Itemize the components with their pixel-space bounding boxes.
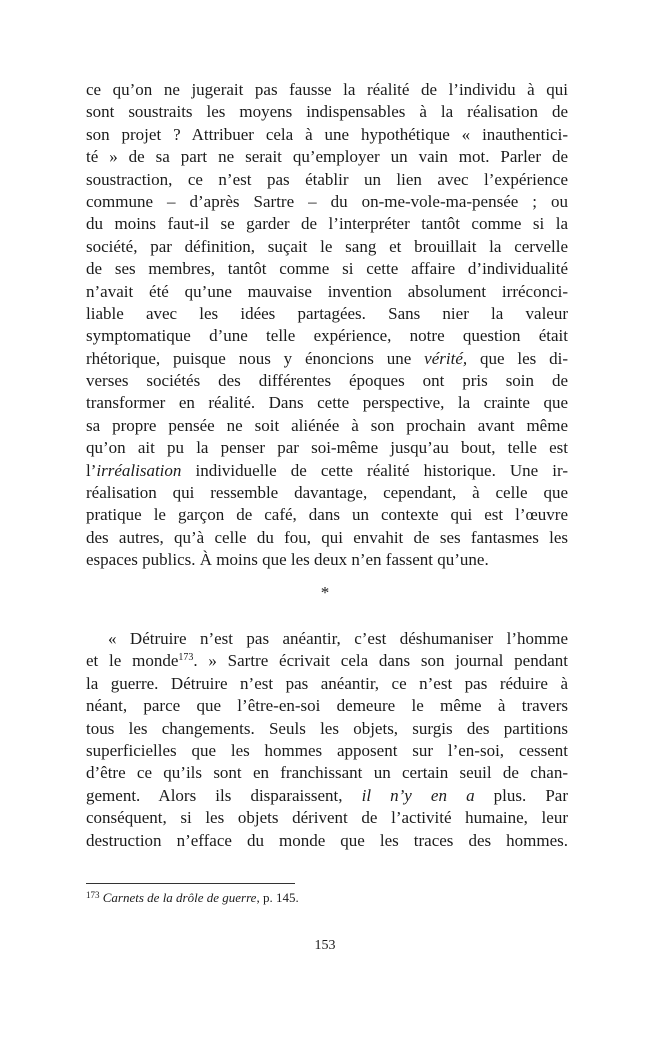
text-line: ce qu’on ne jugerait pas fausse la réalité de l’individu à qui <box>86 80 568 99</box>
text-line: té » de sa part ne serait qu’employer un vain mot. Parler de <box>86 147 568 167</box>
text-line: espaces publics. À moins que les deux n’en fassent qu’une. <box>86 550 489 570</box>
text-line: tous les changements. Seuls les objets, surgis des partitions <box>86 718 568 738</box>
text-line: « Détruire n’est pas anéantir, c’est déshumaniser l’homme <box>108 629 568 648</box>
text-line: symptomatique d’une telle expérience, notre question était <box>86 326 568 346</box>
text-line: pratique le garçon de café, dans un contexte qui est l’œuvre <box>86 505 568 525</box>
footnote-text: , p. 145. <box>256 890 299 905</box>
text-line: société, par définition, suçait le sang et brouillait la cervelle <box>86 236 568 256</box>
section-separator: * <box>320 583 330 602</box>
text-line: son projet ? Attribuer cela à une hypothétique « inauthentici- <box>86 124 568 144</box>
text-line <box>86 650 568 672</box>
text-segment: rhétorique, puisque nous y énoncions une <box>86 348 425 368</box>
text-segment: plus. Par <box>474 785 569 805</box>
text-line: verses sociétés des différentes époques ont pris soin de <box>86 371 568 391</box>
footnote <box>86 889 299 907</box>
text-segment: et le monde <box>86 651 179 671</box>
page-number: 153 <box>314 938 336 953</box>
paragraph-2 <box>86 628 568 852</box>
text-line: la guerre. Détruire n’est pas anéantir, ce n’est pas réduire à <box>86 673 568 693</box>
text-segment: gement. Alors ils disparaissent, <box>86 785 362 805</box>
text-line: transformer en réalité. Dans cette perspective, la crainte que <box>86 393 568 413</box>
text-line: du moins faut-il se garder de l’interpréter tantôt comme si la <box>86 214 568 234</box>
text-line: superficielles que les hommes apposent sur l’en-soi, cessent <box>86 740 568 760</box>
footnote-number: 173 <box>86 890 100 900</box>
footnote-reference[interactable]: 173 <box>178 652 194 664</box>
text-line: néant, parce que l’être-en-soi demeure le même à travers <box>86 696 568 716</box>
text-line: qu’on ait pu la penser par soi-même jusqu’au bout, telle est <box>86 438 568 458</box>
text-line: d’être ce qu’ils sont en franchissant un certain seuil de chan- <box>86 763 568 783</box>
text-segment: que les di- <box>467 348 568 368</box>
text-line: liable avec les idées partagées. Sans nier la valeur <box>86 303 568 323</box>
italic-term: irréalisation <box>96 460 182 480</box>
italic-phrase: il n’y en a <box>361 785 475 805</box>
text-segment: l’ <box>86 460 97 480</box>
text-line: des autres, qu’à celle du fou, qui envahit de ses fantasmes les <box>86 527 568 547</box>
text-line: sa propre pensée ne soit aliénée à son prochain avant même <box>86 415 568 435</box>
text-line: destruction n’efface du monde que les traces des hommes. <box>86 830 568 850</box>
text-line <box>86 348 568 370</box>
text-line: sont soustraits les moyens indispensables à la réalisation de <box>86 102 568 122</box>
footnote-title: Carnets de la drôle de guerre <box>102 890 257 905</box>
text-segment: individuelle de cette réalité historique. Une ir- <box>181 460 568 480</box>
text-line: de ses membres, tantôt comme si cette affaire d’individualité <box>86 259 568 279</box>
text-line <box>86 460 568 482</box>
text-line: soustraction, ce n’est pas établir un lien avec l’expérience <box>86 169 568 189</box>
footnote-divider <box>86 883 295 884</box>
text-line <box>86 785 568 807</box>
text-line: n’avait été qu’une mauvaise invention absolument irréconci- <box>86 281 568 301</box>
text-line: réalisation qui ressemble davantage, cependant, à celle que <box>86 483 568 503</box>
paragraph-1 <box>86 79 568 572</box>
text-segment: . » Sartre écrivait cela dans son journal pendant <box>193 651 568 671</box>
text-line: commune – d’après Sartre – du on-me-vole-ma-pensée ; ou <box>86 191 568 211</box>
text-line: conséquent, si les objets dérivent de l’activité humaine, leur <box>86 808 568 828</box>
italic-term: vérité, <box>424 348 468 368</box>
